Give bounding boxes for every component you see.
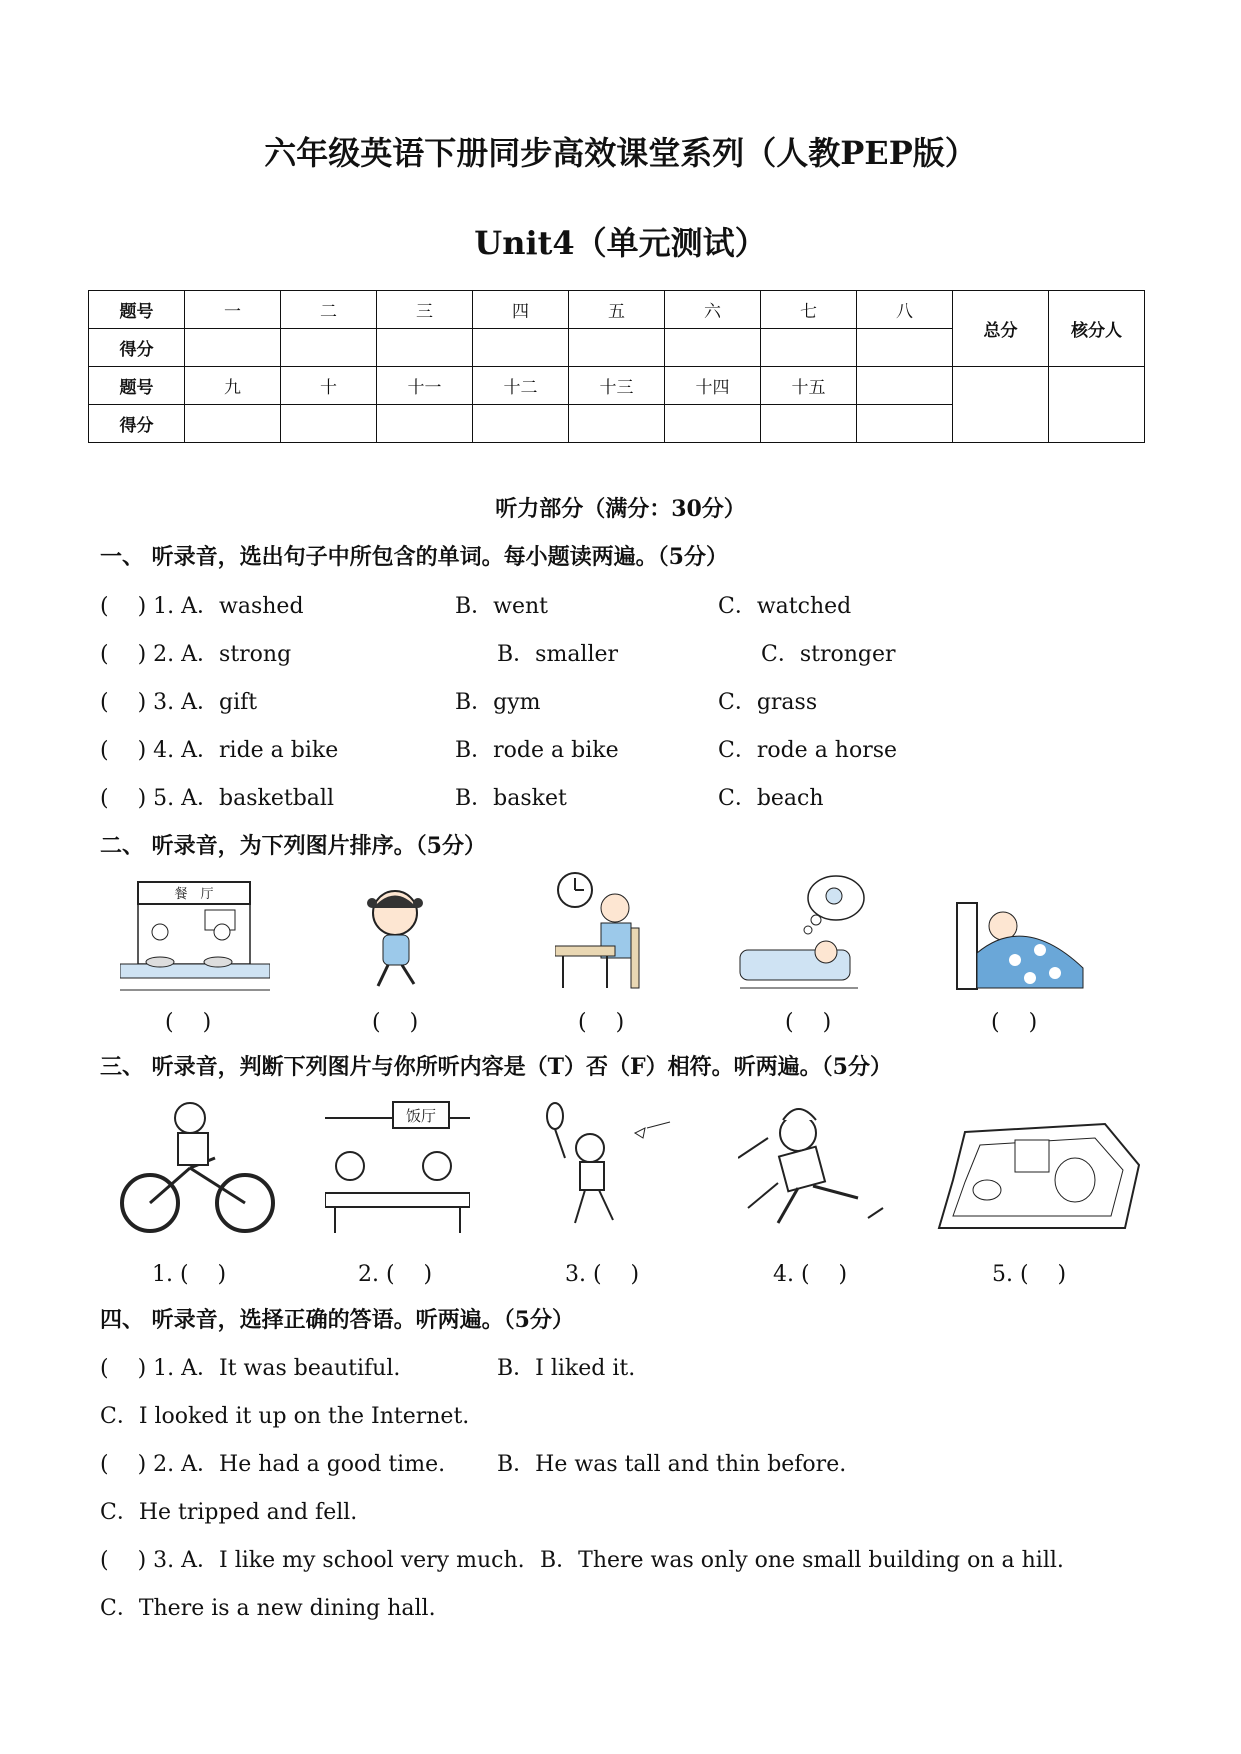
column-header: 十二 (473, 367, 569, 405)
column-header: 七 (761, 291, 857, 329)
ice-skating-picture (738, 1098, 888, 1238)
column-header: 五 (569, 291, 665, 329)
s1-q3-option-b[interactable]: B．gym (455, 690, 541, 715)
s4-q3-option-b[interactable]: B．There was only one small building on a hill. (540, 1548, 1064, 1573)
boy-riding-bike-picture (120, 1098, 275, 1238)
s2-blank-3[interactable]: ( ) (578, 1010, 625, 1035)
s4-q1-option-a[interactable]: ( ) 1. A．It was beautiful. (100, 1356, 401, 1381)
page-title: 六年级英语下册同步高效课堂系列（人教PEP版） (264, 134, 977, 172)
column-header: 八 (857, 291, 953, 329)
section-2-heading: 二、 听录音，为下列图片排序。（5分） (100, 833, 486, 859)
score-cell[interactable] (569, 405, 665, 443)
score-cell[interactable] (761, 329, 857, 367)
s4-q2-option-b[interactable]: B．He was tall and thin before. (497, 1452, 847, 1477)
s1-q1-option-a[interactable]: ( ) 1. A．washed (100, 594, 304, 619)
s4-q2-option-c[interactable]: C．He tripped and fell. (100, 1500, 358, 1525)
score-cell[interactable] (473, 329, 569, 367)
score-cell[interactable] (377, 329, 473, 367)
page-subtitle: Unit4（单元测试） (474, 224, 767, 262)
restaurant-picture (120, 880, 270, 995)
s1-q3-option-a[interactable]: ( ) 3. A．gift (100, 690, 258, 715)
total-score-label: 总分 (953, 291, 1049, 367)
s2-blank-5[interactable]: ( ) (991, 1010, 1038, 1035)
score-cell[interactable] (281, 405, 377, 443)
s1-q3-option-c[interactable]: C．grass (718, 690, 818, 715)
s1-q4-option-b[interactable]: B．rode a bike (455, 738, 619, 763)
s2-blank-4[interactable]: ( ) (785, 1010, 832, 1035)
column-header: 十一 (377, 367, 473, 405)
park-map-picture (935, 1120, 1140, 1232)
score-cell[interactable] (857, 405, 953, 443)
s1-q2-option-a[interactable]: ( ) 2. A．strong (100, 642, 292, 667)
s4-q3-option-a[interactable]: ( ) 3. A．I like my school very much. (100, 1548, 525, 1573)
s1-q5-option-b[interactable]: B．basket (455, 786, 567, 811)
score-label: 得分 (89, 329, 185, 367)
s1-q2-option-c[interactable]: C．stronger (761, 642, 896, 667)
score-cell[interactable] (665, 329, 761, 367)
s4-q2-option-a[interactable]: ( ) 2. A．He had a good time. (100, 1452, 446, 1477)
dining-hall-sign: 饭厅 (405, 1107, 437, 1125)
column-header: 一 (185, 291, 281, 329)
section-1-heading: 一、 听录音，选出句子中所包含的单词。每小题读两遍。（5分） (100, 544, 728, 570)
s4-q1-option-c[interactable]: C．I looked it up on the Internet. (100, 1404, 470, 1429)
column-header: 十五 (761, 367, 857, 405)
restaurant-sign: 餐 厅 (174, 887, 214, 902)
score-table (88, 290, 1145, 443)
checker-cell[interactable] (1049, 367, 1145, 443)
score-cell[interactable] (473, 405, 569, 443)
s1-q5-option-c[interactable]: C．beach (718, 786, 824, 811)
score-cell[interactable] (857, 329, 953, 367)
s3-blank-5[interactable]: 5. ( ) (992, 1262, 1067, 1287)
boy-in-bed-picture (955, 898, 1085, 993)
s3-blank-2[interactable]: 2. ( ) (358, 1262, 433, 1287)
score-cell[interactable] (281, 329, 377, 367)
column-header: 二 (281, 291, 377, 329)
column-header: 四 (473, 291, 569, 329)
badminton-picture (535, 1098, 675, 1238)
s1-q2-option-b[interactable]: B．smaller (497, 642, 619, 667)
column-header: 九 (185, 367, 281, 405)
score-cell[interactable] (377, 405, 473, 443)
column-header: 十四 (665, 367, 761, 405)
question-number-label: 题号 (89, 291, 185, 329)
s1-q5-option-a[interactable]: ( ) 5. A．basketball (100, 786, 334, 811)
score-label: 得分 (89, 405, 185, 443)
s3-blank-4[interactable]: 4. ( ) (773, 1262, 848, 1287)
score-cell[interactable] (665, 405, 761, 443)
boy-at-desk-picture (555, 868, 655, 993)
s3-blank-1[interactable]: 1. ( ) (152, 1262, 227, 1287)
s4-q3-option-c[interactable]: C．There is a new dining hall. (100, 1596, 436, 1621)
question-number-label: 题号 (89, 367, 185, 405)
column-header: 十三 (569, 367, 665, 405)
score-cell[interactable] (761, 405, 857, 443)
section-3-heading: 三、 听录音，判断下列图片与你所听内容是（T）否（F）相符。听两遍。（5分） (100, 1054, 892, 1080)
s1-q4-option-a[interactable]: ( ) 4. A．ride a bike (100, 738, 339, 763)
s3-blank-3[interactable]: 3. ( ) (565, 1262, 640, 1287)
column-header: 十 (281, 367, 377, 405)
dining-hall-picture (325, 1098, 470, 1236)
score-cell[interactable] (185, 329, 281, 367)
score-cell[interactable] (185, 405, 281, 443)
s2-blank-2[interactable]: ( ) (372, 1010, 419, 1035)
total-score-cell[interactable] (953, 367, 1049, 443)
column-header: 六 (665, 291, 761, 329)
s4-q1-option-b[interactable]: B．I liked it. (497, 1356, 636, 1381)
checker-label: 核分人 (1049, 291, 1145, 367)
s1-q1-option-b[interactable]: B．went (455, 594, 549, 619)
sleeping-dreaming-picture (738, 870, 868, 992)
column-header: 三 (377, 291, 473, 329)
s2-blank-1[interactable]: ( ) (165, 1010, 212, 1035)
column-header (857, 367, 953, 405)
s1-q4-option-c[interactable]: C．rode a horse (718, 738, 898, 763)
girl-running-picture (350, 878, 445, 993)
listening-header: 听力部分（满分：30分） (495, 496, 746, 522)
section-4-heading: 四、 听录音，选择正确的答语。听两遍。（5分） (100, 1307, 574, 1333)
s1-q1-option-c[interactable]: C．watched (718, 594, 852, 619)
score-cell[interactable] (569, 329, 665, 367)
